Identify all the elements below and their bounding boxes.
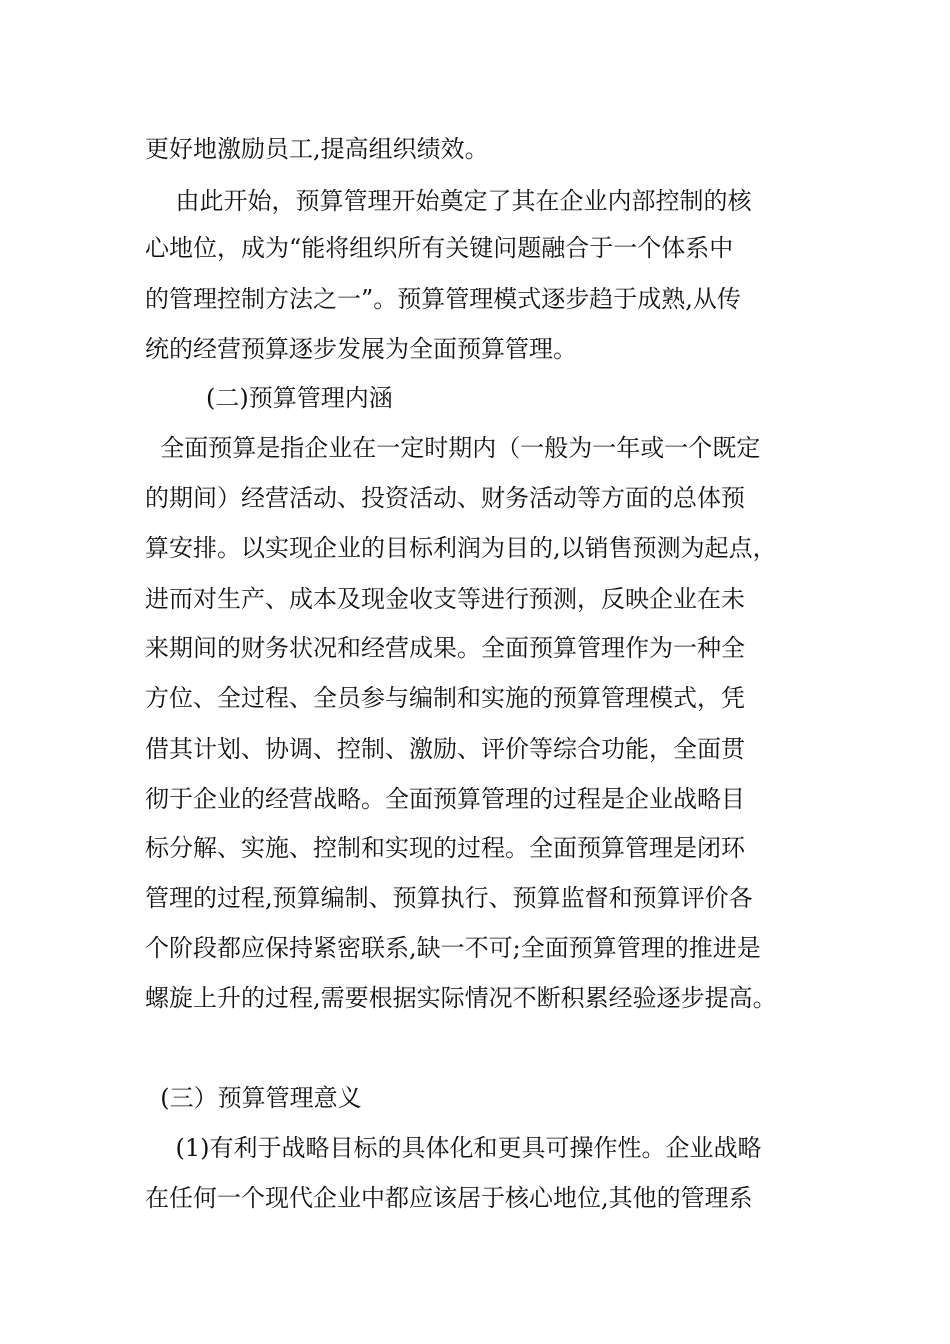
text-line: (1)有利于战略目标的具体化和更具可操作性。企业战略 xyxy=(145,1134,762,1162)
text-line: 的管理控制方法之一”。预算管理模式逐步趋于成熟,从传 xyxy=(145,285,741,313)
text-line: 彻于企业的经营战略。全面预算管理的过程是企业战略目 xyxy=(145,785,745,813)
section-heading: (三）预算管理意义 xyxy=(145,1084,362,1112)
text-line: 算安排。以实现企业的目标利润为目的,以销售预测为起点， xyxy=(145,534,777,562)
text-line: 方位、全过程、全员参与编制和实施的预算管理模式，凭 xyxy=(145,684,745,712)
text-line: 标分解、实施、控制和实现的过程。全面预算管理是闭环 xyxy=(145,834,745,862)
text-line: 在任何一个现代企业中都应该居于核心地位,其他的管理系 xyxy=(145,1184,753,1212)
text-line: 的期间）经营活动、投资活动、财务活动等方面的总体预 xyxy=(145,484,745,512)
text-line: 个阶段都应保持紧密联系,缺一不可;全面预算管理的推进是 xyxy=(145,934,761,962)
text-line: 更好地激励员工,提高组织绩效。 xyxy=(145,135,489,163)
text-line: 统的经营预算逐步发展为全面预算管理。 xyxy=(145,335,577,363)
text-line: 由此开始，预算管理开始奠定了其在企业内部控制的核 xyxy=(145,187,752,215)
text-line: 螺旋上升的过程,需要根据实际情况不断积累经验逐步提高。 xyxy=(145,984,777,1012)
text-line: 心地位，成为“能将组织所有关键问题融合于一个体系中 xyxy=(145,234,734,262)
text-line: 全面预算是指企业在一定时期内（一般为一年或一个既定 xyxy=(145,434,761,462)
section-heading: (二)预算管理内涵 xyxy=(145,384,393,412)
text-line: 来期间的财务状况和经营成果。全面预算管理作为一种全 xyxy=(145,634,745,662)
text-line: 管理的过程,预算编制、预算执行、预算监督和预算评价各 xyxy=(145,884,753,912)
text-line: 进而对生产、成本及现金收支等进行预测，反映企业在未 xyxy=(145,585,745,613)
text-line: 借其计划、协调、控制、激励、评价等综合功能，全面贯 xyxy=(145,735,745,763)
